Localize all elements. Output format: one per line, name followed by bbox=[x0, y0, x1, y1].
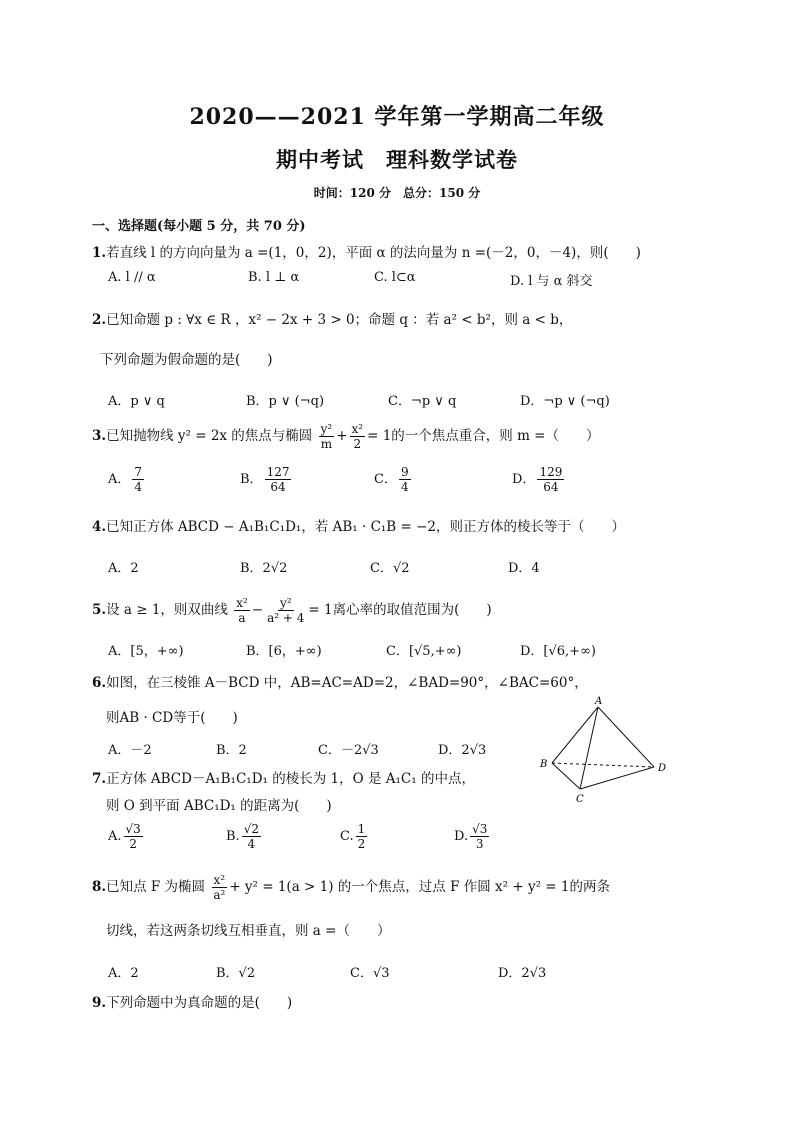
question-number: 6. bbox=[92, 675, 107, 691]
question-9-stem: 9.下列命题中为真命题的是( ) bbox=[92, 995, 293, 1011]
section-title: 一、选择题(每小题 5 分，共 70 分) bbox=[92, 219, 306, 234]
question-3-option-a: A． $\frac{7}{4}$ bbox=[108, 465, 143, 494]
question-7-stem: 7.正方体 ABCD－A₁B₁C₁D₁ 的棱长为 1，O 是 A₁C₁ 的中点， bbox=[92, 771, 475, 787]
edge-bc bbox=[552, 763, 580, 789]
question-2-option-a: A．p ∨ q bbox=[108, 394, 165, 409]
question-5-option-c: C．[√5,+∞) bbox=[386, 644, 462, 659]
edge-ac bbox=[580, 707, 598, 789]
question-7-option-b: B. $\frac{√2}{4}$ bbox=[226, 822, 259, 851]
question-number: 3. bbox=[92, 428, 107, 444]
question-6-option-d: D．2√3 bbox=[438, 743, 487, 758]
question-3-option-c: C． $\frac{9}{4}$ bbox=[374, 465, 409, 494]
question-4-option-a: A．2 bbox=[108, 561, 139, 576]
question-4-option-c: C．√2 bbox=[370, 561, 410, 576]
question-4-stem: 4.已知正方体 ABCD − A₁B₁C₁D₁，若 AB₁ · C₁B = −2，则正方体的棱长等于（ ） bbox=[92, 519, 626, 535]
question-8-option-b: B．√2 bbox=[216, 966, 256, 981]
exam-title: 2020——2021 学年第一学期高二年级 bbox=[189, 104, 605, 130]
question-7-stem-cont: 则 O 到平面 ABC₁D₁ 的距离为( ) bbox=[106, 798, 332, 814]
question-5-stem: 5.设 a ≥ 1，则双曲线 $\frac{\text{x²}}{a}$ − $\frac{\text{y²}}{\text{a² + 4}}$ = 1离心率的取值范围为( ) bbox=[92, 596, 492, 625]
vertex-label-d: D bbox=[658, 763, 667, 774]
ellipse-fraction-x: $\frac{\text{x²}}{2}$ bbox=[351, 422, 364, 451]
vertex-label-c: C bbox=[576, 794, 584, 805]
question-number: 7. bbox=[92, 771, 107, 787]
ellipse-fraction-x: $\frac{\text{x²}}{\text{a²}}$ bbox=[213, 873, 226, 902]
edge-ad bbox=[598, 707, 654, 767]
question-2-option-d: D．¬p ∨ (¬q) bbox=[520, 394, 610, 409]
question-number: 2. bbox=[92, 312, 107, 328]
question-5-option-a: A．[5，+∞) bbox=[108, 644, 184, 659]
question-7-option-c: C. $\frac{1}{2}$ bbox=[340, 822, 366, 851]
tetrahedron-figure bbox=[534, 695, 674, 810]
exam-meta: 时间：120 分 总分：150 分 bbox=[313, 186, 481, 200]
question-number: 8. bbox=[92, 879, 107, 895]
edge-cd bbox=[580, 767, 654, 789]
question-6-option-b: B．2 bbox=[216, 743, 247, 758]
question-2-stem: 2.已知命题 p : ∀x ∈ R ，x² − 2x + 3 > 0；命题 q ：若 a² < b²，则 a < b， bbox=[92, 312, 573, 328]
question-3-option-b: B． $\frac{127}{64}$ bbox=[240, 465, 290, 494]
exam-subtitle: 期中考试 理科数学试卷 bbox=[276, 147, 518, 172]
question-1-option-a: A. l // α bbox=[108, 270, 156, 285]
question-6-option-a: A．－2 bbox=[108, 743, 152, 758]
question-3-stem: 3.已知抛物线 y² = 2x 的焦点与椭圆 $\frac{\text{y²}}{m}$ + $\frac{\text{x²}}{2}$ = 1的一个焦点重合，则 m =（ ） bbox=[92, 422, 600, 451]
question-2-stem-cont: 下列命题为假命题的是( ) bbox=[100, 352, 273, 368]
question-2-option-c: C．¬p ∨ q bbox=[388, 394, 457, 409]
question-1-option-d: D. l 与 α 斜交 bbox=[510, 274, 593, 289]
vertex-label-b: B bbox=[540, 759, 548, 770]
hyperbola-fraction-y: $\frac{\text{y²}}{\text{a² + 4}}$ bbox=[267, 596, 305, 625]
edge-bd-hidden bbox=[552, 763, 654, 767]
question-5-option-d: D．[√6,+∞) bbox=[520, 644, 596, 659]
question-8-stem: 8.已知点 F 为椭圆 $\frac{\text{x²}}{\text{a²}}$ + y² = 1(a > 1) 的一个焦点，过点 F 作圆 x² + y² = 1的两条 bbox=[92, 873, 610, 902]
question-number: 9. bbox=[92, 995, 107, 1011]
question-1-option-b: B. l ⊥ α bbox=[248, 270, 300, 285]
question-7-option-d: D. $\frac{√3}{3}$ bbox=[454, 822, 488, 851]
question-1-stem: 1.若直线 l 的方向向量为 a =(1，0，2)，平面 α 的法向量为 n =(－2，0，－4)，则( ) bbox=[92, 245, 641, 261]
question-8-stem-cont: 切线，若这两条切线互相垂直，则 a =（ ） bbox=[106, 923, 391, 939]
question-1-option-c: C. l⊂α bbox=[374, 270, 416, 285]
question-number: 1. bbox=[92, 245, 107, 261]
vertex-label-a: A bbox=[595, 696, 603, 707]
question-4-option-b: B．2√2 bbox=[240, 561, 288, 576]
question-4-option-d: D．4 bbox=[508, 561, 540, 576]
question-8-option-d: D．2√3 bbox=[498, 966, 547, 981]
question-number: 5. bbox=[92, 602, 107, 618]
question-8-option-a: A．2 bbox=[108, 966, 139, 981]
question-6-option-c: C．－2√3 bbox=[318, 743, 379, 758]
question-2-option-b: B．p ∨ (¬q) bbox=[246, 394, 325, 409]
question-number: 4. bbox=[92, 519, 107, 535]
question-5-option-b: B．[6，+∞) bbox=[246, 644, 322, 659]
ellipse-fraction-y: $\frac{\text{y²}}{m}$ bbox=[320, 422, 333, 451]
question-6-stem-cont: 则AB · CD等于( ) bbox=[106, 710, 238, 726]
hyperbola-fraction-x: $\frac{\text{x²}}{a}$ bbox=[236, 596, 248, 625]
edge-ab bbox=[552, 707, 598, 763]
question-6-stem: 6.如图，在三棱锥 A－BCD 中，AB=AC=AD=2，∠BAD=90°，∠BAC=60°， bbox=[92, 675, 588, 691]
question-3-option-d: D． $\frac{129}{64}$ bbox=[512, 465, 563, 494]
question-7-option-a: A. $\frac{√3}{2}$ bbox=[108, 822, 141, 851]
question-8-option-c: C．√3 bbox=[350, 966, 390, 981]
